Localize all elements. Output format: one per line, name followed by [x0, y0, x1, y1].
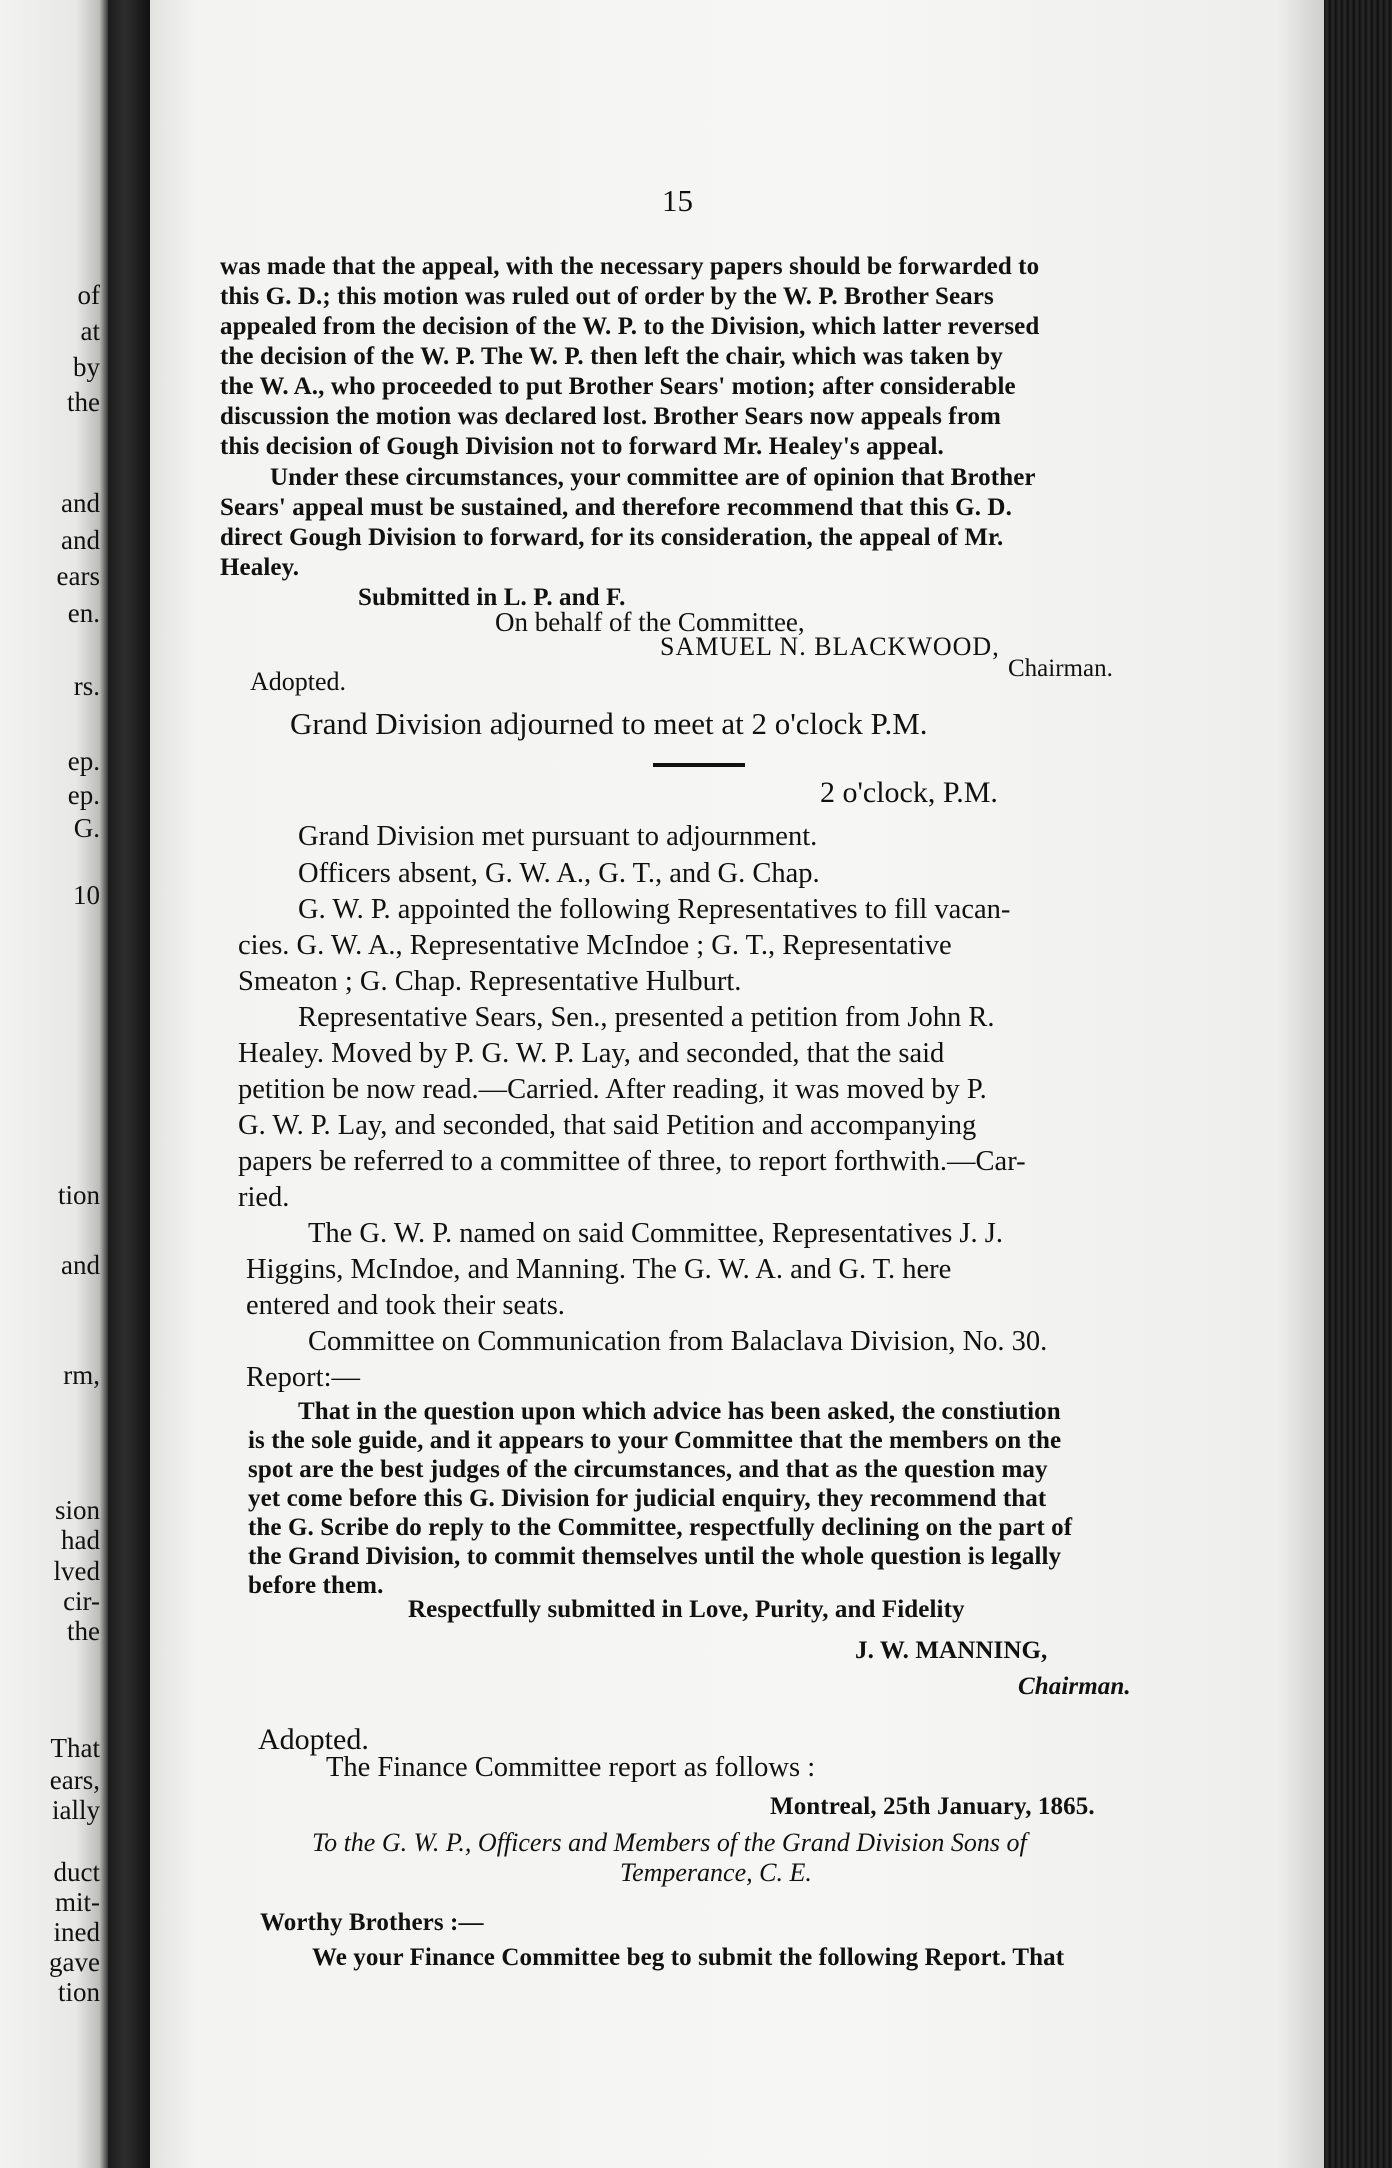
text-line: the W. A., who proceeded to put Brother Sears' motion; after considerable — [220, 373, 1016, 400]
text-line: G. W. P. appointed the following Representatives to fill vacan- — [298, 894, 1011, 925]
text-line: discussion the motion was declared lost. Brother Sears now appeals from — [220, 403, 1001, 430]
text-line: Healey. Moved by P. G. W. P. Lay, and seconded, that the said — [238, 1038, 945, 1069]
place-date: Montreal, 25th January, 1865. — [770, 1793, 1095, 1820]
section-rule — [653, 763, 745, 767]
text-line: yet come before this G. Division for judicial enquiry, they recommend that — [248, 1485, 1047, 1512]
text-line: The G. W. P. named on said Committee, Representatives J. J. — [308, 1218, 1003, 1249]
address-line: To the G. W. P., Officers and Members of the Grand Division Sons of — [312, 1828, 1027, 1857]
signer-name: J. W. MANNING, — [855, 1637, 1048, 1664]
text-line: the Grand Division, to commit themselves until the whole question is legally — [248, 1543, 1062, 1570]
left-fragment: the — [67, 387, 100, 417]
left-fragment: by — [73, 352, 100, 382]
page-number: 15 — [662, 183, 693, 218]
adjourned-line: Grand Division adjourned to meet at 2 o'clock P.M. — [290, 706, 928, 741]
left-fragment: ears — [56, 561, 100, 591]
left-fragment: ears, — [49, 1765, 100, 1795]
text-line: Report:— — [246, 1362, 360, 1393]
signer-name: SAMUEL N. BLACKWOOD, — [660, 632, 1000, 661]
left-fragment: mit- — [55, 1887, 100, 1917]
left-fragment: rm, — [63, 1360, 100, 1390]
text-line: ried. — [238, 1182, 290, 1213]
left-fragment: at — [80, 316, 100, 346]
text-line: Sears' appeal must be sustained, and therefore recommend that this G. D. — [220, 494, 1012, 521]
text-line: G. W. P. Lay, and seconded, that said Petition and accompanying — [238, 1110, 977, 1141]
text-line: before them. — [248, 1572, 384, 1599]
text-line: papers be referred to a committee of three, to report forthwith.—Car- — [238, 1146, 1026, 1177]
respectfully-line: Respectfully submitted in Love, Purity, and Fidelity — [408, 1596, 965, 1623]
left-fragment: That — [50, 1733, 100, 1763]
left-fragment: lved — [53, 1556, 100, 1586]
left-fragment: and — [61, 488, 100, 518]
book-fore-edge — [1324, 0, 1392, 2168]
left-fragment: tion — [57, 1977, 100, 2007]
text-line: was made that the appeal, with the necessary papers should be forwarded to — [220, 253, 1040, 280]
text-line: this decision of Gough Division not to forward Mr. Healey's appeal. — [220, 433, 944, 460]
text-line: the decision of the W. P. The W. P. then left the chair, which was taken by — [220, 343, 1003, 370]
adopted-label: Adopted. — [258, 1723, 369, 1756]
left-fragment: sion — [54, 1495, 100, 1525]
text-line: Officers absent, G. W. A., G. T., and G. Chap. — [298, 858, 820, 889]
address-line: Temperance, C. E. — [620, 1858, 812, 1887]
text-line: Representative Sears, Sen., presented a petition from John R. — [298, 1002, 995, 1033]
text-line: Higgins, McIndoe, and Manning. The G. W. A. and G. T. here — [246, 1254, 952, 1285]
text-line: We your Finance Committee beg to submit the following Report. That — [312, 1944, 1065, 1971]
left-fragment: the — [67, 1616, 100, 1646]
left-fragment: ially — [52, 1795, 100, 1825]
text-line: Under these circumstances, your committee are of opinion that Brother — [270, 464, 1036, 491]
left-fragment: gave — [49, 1947, 100, 1977]
text-line: Healey. — [220, 554, 300, 581]
finance-intro: The Finance Committee report as follows : — [326, 1752, 816, 1783]
left-fragment: rs. — [73, 671, 100, 701]
time-heading: 2 o'clock, P.M. — [820, 776, 998, 809]
left-fragment: duct — [53, 1857, 100, 1887]
signer-title: Chairman. — [1008, 655, 1113, 682]
text-line: Grand Division met pursuant to adjournment. — [298, 821, 818, 852]
text-line: petition be now read.—Carried. After reading, it was moved by P. — [238, 1074, 987, 1105]
text-line: entered and took their seats. — [246, 1290, 565, 1321]
text-line: direct Gough Division to forward, for its consideration, the appeal of Mr. — [220, 524, 1004, 551]
left-fragment: en. — [67, 598, 100, 628]
left-fragment: and — [61, 1250, 100, 1280]
document-page — [150, 0, 1324, 2168]
text-line: is the sole guide, and it appears to your Committee that the members on the — [248, 1427, 1062, 1454]
text-line: That in the question upon which advice has been asked, the constiution — [298, 1398, 1061, 1425]
left-fragment: and — [61, 525, 100, 555]
text-line: Committee on Communication from Balaclava Division, No. 30. — [308, 1326, 1048, 1357]
text-line: spot are the best judges of the circumstances, and that as the question may — [248, 1456, 1048, 1483]
text-line: the G. Scribe do reply to the Committee, respectfully declining on the part of — [248, 1514, 1073, 1541]
text-line: this G. D.; this motion was ruled out of order by the W. P. Brother Sears — [220, 283, 994, 310]
book-gutter — [108, 0, 150, 2168]
left-fragment: G. — [73, 813, 100, 843]
left-fragment: ep. — [67, 780, 100, 810]
left-page-edge — [0, 0, 108, 2168]
left-fragment: tion — [57, 1180, 100, 1210]
adopted-label: Adopted. — [250, 667, 347, 696]
text-line: Smeaton ; G. Chap. Representative Hulburt. — [238, 966, 742, 997]
left-fragment: 10 — [73, 880, 100, 910]
text-line: cies. G. W. A., Representative McIndoe ; G. T., Representative — [238, 930, 952, 961]
on-behalf-line: On behalf of the Committee, — [495, 607, 805, 637]
left-fragment: cir- — [63, 1586, 100, 1616]
text-line: appealed from the decision of the W. P. to the Division, which latter reversed — [220, 313, 1040, 340]
left-fragment: ined — [53, 1917, 100, 1947]
signer-title: Chairman. — [1018, 1673, 1131, 1700]
left-fragment: had — [61, 1525, 100, 1555]
left-fragment: ep. — [67, 746, 100, 776]
salutation: Worthy Brothers :— — [260, 1909, 484, 1936]
submitted-line: Submitted in L. P. and F. — [358, 584, 626, 611]
left-fragment: of — [77, 280, 100, 310]
